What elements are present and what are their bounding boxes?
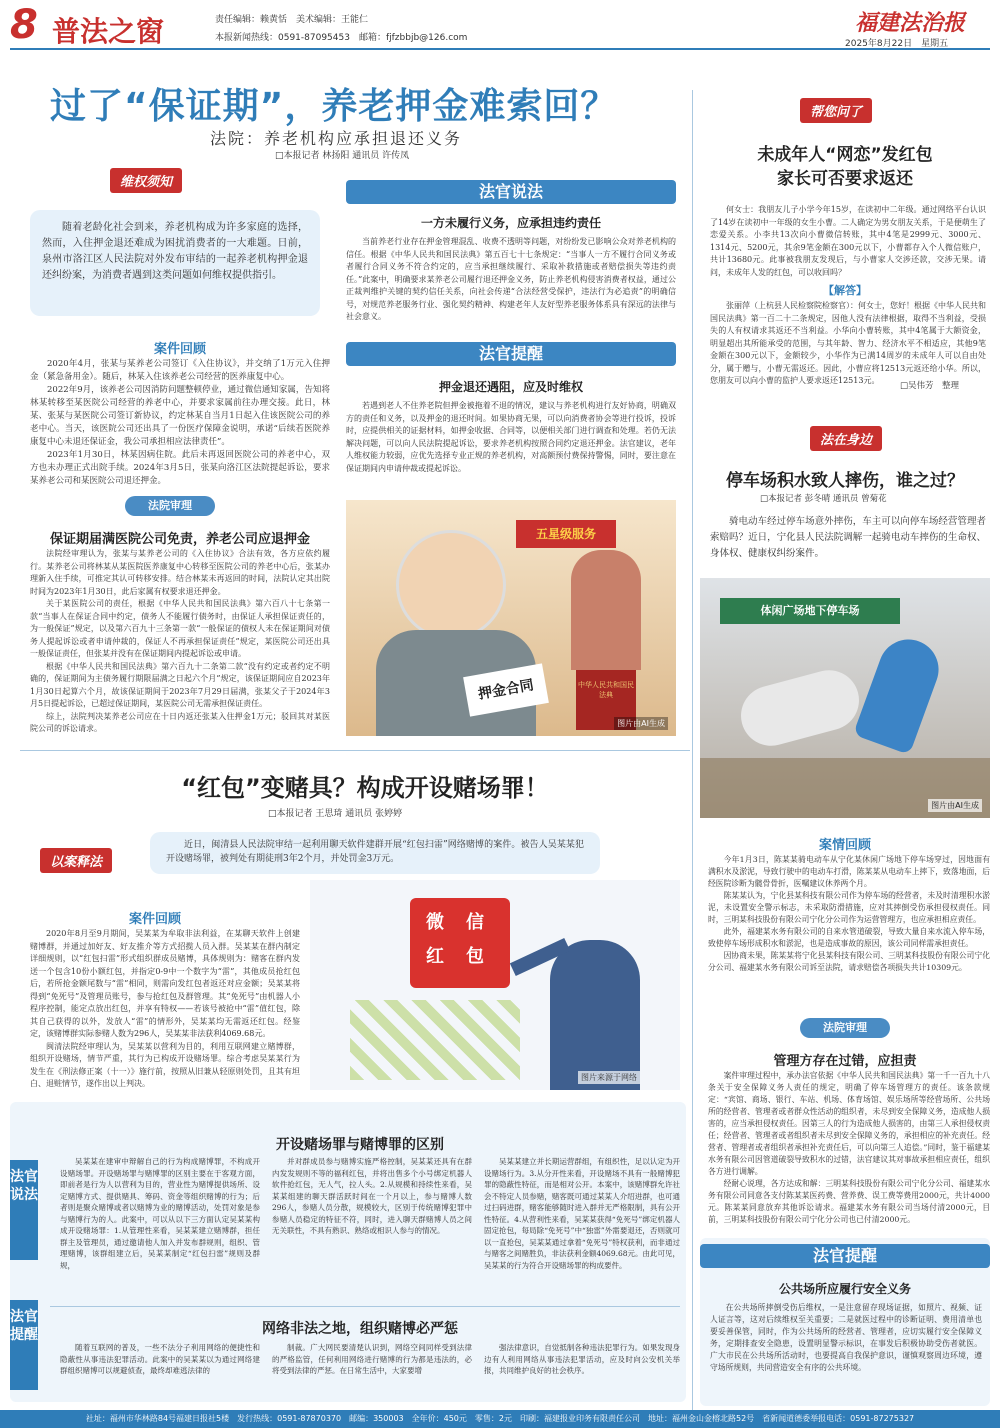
paper-logo: 福建法治报 bbox=[855, 10, 966, 36]
parking-review-title: 管理方存在过错，应担责 bbox=[773, 1054, 917, 1069]
net-col-1 bbox=[60, 1342, 260, 1377]
judge-reminds-text bbox=[346, 400, 676, 475]
envelope-char: 红 bbox=[426, 946, 444, 967]
main-intro: 随着老龄化社会到来，养老机构成为许多家庭的选择，然而，入住押金退还难成为困扰消费者的一大难题。日前，泉州市洛江区人民法院对外发布审结的一起养老机构押金退还纠纷案，为消费者遇到这类问题如何维权提供指引。 bbox=[42, 222, 308, 281]
qa-answer-heading: 【解答】 bbox=[823, 284, 867, 297]
parking-sign: 体闲广场地下停车场 bbox=[720, 598, 900, 624]
net-col-3 bbox=[484, 1342, 680, 1377]
red-envelope bbox=[410, 898, 510, 988]
parking-case-heading: 案情回顾 bbox=[818, 838, 871, 853]
paragraph: 制裁。广大网民要清楚认识到，网络空间同样受到法律的严格监管，任何利用网络进行赌博的行为都是违法的，必将受到法律的严惩。在日常生活中，大家要增 bbox=[272, 1343, 472, 1375]
parking-remind-text bbox=[710, 1302, 982, 1374]
gamble-intro: 近日，闽清县人民法院审结一起利用聊天软件建群开展“红包扫雷”网络赌博的案件。被告人吴某某犯开设赌场罪，被判处有期徒刑3年2个月，并处罚金3万元。 bbox=[166, 840, 584, 864]
paragraph: 案件审理过程中，承办法官依据《中华人民共和国民法典》第一千一百九十八条关于安全保障义务人责任的规定，明确了停车场管理方的责任。该条款规定：“宾馆、商场、银行、车站、机场、体育场馆、娱乐场所等经营场所、公共场所的经营者、管理者或者群众性活动的组织者，未尽到安全保障义务，造成他人损害的，应当承担侵权责任。因第三人的行为造成他人损害的，由第三人承担侵权责任；经营者、管理者或者组织者未尽到安全保障义务的，承担相应的补充责任。经营者、管理者或者组织者承担补充责任后，可以向第三人追偿。”同时，鉴于福建某水务有限公司因管道破裂导致积水的过错，法官建议其对事故承担相应责任，组织各方进行调解。 bbox=[708, 1071, 990, 1176]
case-review-text bbox=[30, 358, 330, 488]
elderly-illustration bbox=[346, 500, 676, 736]
qa-sign: □吴伟芳 整理 bbox=[900, 381, 960, 391]
parking-remind-bar: 法官提醒 bbox=[700, 1244, 990, 1268]
law-col-1 bbox=[60, 1156, 260, 1271]
paragraph: 今年1月3日，陈某某骑电动车从宁化某休闲广场地下停车场穿过，因地面有满积水及淤泥，导致行驶中的电动车打滑，陈某某从电动车上摔下，致落地面，后经医院诊断为髋骨骨折，医嘱建议休养两个月。 bbox=[708, 855, 990, 888]
parking-review-text bbox=[708, 1070, 990, 1226]
net-col-2 bbox=[272, 1342, 472, 1377]
police-figure bbox=[550, 940, 640, 1090]
section-divider bbox=[20, 750, 690, 751]
parking-remind-title: 公共场所应履行安全义务 bbox=[778, 1282, 911, 1296]
judge-says-bar: 法官说法 bbox=[346, 180, 676, 204]
judge-reminds-title: 押金退还遇阻，应及时维权 bbox=[438, 380, 583, 394]
paragraph: 关于某医院公司的责任，根据《中华人民共和国民法典》第六百八十七条第一款“当事人在保证合同中约定，债务人不能履行债务时，由保证人承担保证责任的，为一般保证”规定，以及第六百九十三条第一款“一般保证的债权人未在保证期间对债务人提起诉讼或者申请仲裁的，保证人不再承担保证责任”规定，某医院公司还出具一般保证责任，但张某并没有在保证期间内提起诉讼或申请。 bbox=[30, 599, 330, 658]
law-col-2 bbox=[272, 1156, 472, 1237]
envelope-char: 微 bbox=[426, 912, 444, 933]
law-book: 中华人民共和国民法典 bbox=[576, 670, 636, 730]
image-caption: 图片由AI生成 bbox=[928, 799, 982, 812]
paragraph: 吴某某建立并长期运营群组，有组织性，足以认定为开设赌场行为。3.从分开性来看，开设赌场不具有一般赌博犯罪的隐蔽性特征，而是相对公开。本案中，该赌博群允许社会不特定人员参赌，赌客既可通过某某人介绍进群，也可通过扫码进群，赌客能够随时进入群并无严格限制，具有公开性特征。4.从营利性来看，吴某某获得“免死号”绑定机器人固定抢包，每局除“免死号”中“独雷”外需要退还，否则就可以一直抢包，吴某某通过拿着“免死号”特权获利，而非通过与赌客之间赌胜负，非法获利金额4069.68元。由此可见，吴某某的行为符合开设赌场罪的构成要件。 bbox=[484, 1157, 681, 1270]
red-envelope-illustration bbox=[310, 880, 680, 1090]
qa-title-2: 家长可否要求返还 bbox=[777, 169, 913, 189]
hotline: 本报新闻热线：0591-87095453 邮箱：fjfzbbjb@126.com bbox=[215, 33, 468, 43]
paragraph: 2020年8月至9月期间，吴某某为牟取非法利益，在某聊天软件上创建赌博群，并通过加好友、好友推介等方式招揽人员入群。吴某某在群内制定详细规则，以“红包扫雷”形式组织群成员赌博，具体规则为：赌客在群内发送一个包含10份小额红包，并指定0-9中一个数字为“雷”，其他成员抢红包后，若所抢金额尾数与“雷”相同，则需向发红包者返还对应金额；吴某某将得到“免死号”及管理员账号，参与抢红包及群管理。其“免死号”由机器人小程序控制，能定点放出红包，并享有特权——若该号被抢中“雷”值红包，除其自己获得的以外，发放人“雷”的情形外，吴某某均无需返还红包。经鉴定，该赌博群实际参赌人数为296人，吴某某非法获利4069.68元。 bbox=[30, 929, 300, 1038]
tag-yian: 以案释法 bbox=[40, 848, 112, 873]
envelope-char: 包 bbox=[466, 946, 484, 967]
image-caption: 图片来源于网络 bbox=[578, 1071, 640, 1084]
paragraph: 法院经审理认为，张某与某养老公司的《入住协议》合法有效，各方应依约履行。某养老公司将林某从某医院医养康复中心转移至医院公司的养老中心后，张某办理新入住手续，可推定其认可转移安排。结合林某未再返回的时间，法院认定其出院时间为2023年1月30日，此后家属有权要求退还押金。 bbox=[30, 549, 330, 596]
law-col-3 bbox=[484, 1156, 680, 1271]
court-review-text bbox=[30, 548, 330, 736]
parking-illustration bbox=[700, 578, 990, 818]
parking-intro bbox=[710, 514, 986, 562]
image-caption: 图片由AI生成 bbox=[614, 717, 668, 730]
qa-title-1: 未成年人“网恋”发红包 bbox=[757, 145, 933, 165]
contract-paper: 押金合同 bbox=[463, 663, 549, 716]
main-intro-box bbox=[30, 210, 320, 316]
court-review-pill: 法院审理 bbox=[125, 496, 215, 516]
footer: 社址：福州市华林路84号福建日报社5楼 发行热线：0591-87870370 邮编：350003 全年价：450元 零售：2元 印刷：福建报业印务有限责任公司 地址：福州金山金榕北路52号 省新闻道德委举报电话：0591-87275327 bbox=[0, 1410, 1000, 1428]
judge-says-text bbox=[346, 236, 676, 324]
law-distinction-title: 开设赌场罪与赌博罪的区别 bbox=[276, 1137, 444, 1153]
elder-head bbox=[396, 530, 506, 640]
side-bar-judge-says: 法官说法 bbox=[10, 1160, 38, 1260]
paragraph: 经耐心说理，各方达成和解：三明某科技股份有限公司宁化分公司、福建某水务有限公司同意各支付陈某某医药费、营养费、误工费等费用2000元，共计4000元。陈某某同意放弃其他诉讼请求。福建某水务有限公司当场付清2000元，目前，三明某科技股份有限公司宁化分公司也已付清2000元。 bbox=[708, 1179, 990, 1224]
paragraph: 随着互联网的普及，一些不法分子利用网络的便捷性和隐蔽性从事违法犯罪活动。此案中的吴某某以为通过网络建群组织赌博可以规避侦查，最终却难逃法律的 bbox=[60, 1343, 260, 1375]
paragraph: 2020年4月，张某与某养老公司签订《入住协议》，并交纳了1万元入住押金（紧急备用金）。随后，林某入住该养老公司经营的医养康复中心。 bbox=[30, 359, 330, 382]
scooter bbox=[734, 663, 865, 752]
parking-review-pill: 法院审理 bbox=[800, 1018, 890, 1038]
paragraph: 骑电动车经过停车场意外摔伤，车主可以向停车场经营管理者索赔吗？近日，宁化县人民法院调解一起骑电动车摔伤的生命权、身体权、健康权纠纷案件。 bbox=[710, 516, 986, 559]
gamble-intro-box bbox=[150, 832, 600, 874]
parking-case-text bbox=[708, 854, 990, 974]
paragraph: 吴某某在建审中辩解自己的行为构成赌博罪，不构成开设赌场罪。开设赌场罪与赌博罪的区别主要在于客观方面，即前者是行为人以营利为目的，营业性为赌博提供场所、设定赌博方式、提供赌具、筹码、资金等组织赌博的行为；后者则是聚众赌博或者以赌博为业的赌博活动，处罚对象是参与赌博行为的人。此案中，可以从以下三方面认定吴某某构成开设赌场罪：1.从管理性来看，吴某某建立赌博群，担任群主及管理员，通过邀请他人加入并发布群规则，组织、管理赌博，该群组建立后，吴某某制定“红包扫雷”规则及群规， bbox=[60, 1157, 260, 1270]
tag-bangnin: 帮您问了 bbox=[800, 98, 872, 123]
masthead bbox=[10, 2, 990, 50]
judge-says-title: 一方未履行义务，应承担违约责任 bbox=[420, 216, 601, 230]
paragraph: 陈某某认为，宁化县某科技有限公司作为停车场的经营者，未及时清理积水淤泥，未设置安全警示标志，未采取防滑措施，应对其摔倒受伤承担侵权责任。同时，三明某科技股份有限公司宁化分公司作为运营管理方，也应承担相应责任。 bbox=[708, 891, 990, 924]
qa-answer bbox=[710, 300, 986, 388]
main-byline: □本报记者 林扬阳 通讯员 许传凤 bbox=[275, 151, 410, 161]
main-subheadline: 法院：养老机构应承担退还义务 bbox=[210, 129, 463, 148]
paragraph: 根据《中华人民共和国民法典》第六百九十二条第二款“没有约定或者约定不明确的，保证期间为主债务履行期限届满之日起六个月”规定，该保证期间应自2023年1月30日起算六个月，故该保证期间于2023年7月29日届满，张某父子于2024年3月5日提起诉讼，已超过保证期间，某医院公司无需承担保证责任。 bbox=[30, 661, 330, 708]
paragraph: 张丽萍（上杭县人民检察院检察官）：何女士，您好！根据《中华人民共和国民法典》第一百二十二条规定，因他人没有法律根据，取得不当利益，受损失的人有权请求其返还不当利益。小华向小曹转账，其中4笔属于大额资金，明显超出其所能承受的范围，与其年龄、智力、经济水平不相适应，其他9笔金额在300元以下，金额较少，小华作为已满14周岁的未成年人可以自由处分，属于赠与，小曹无需返还。因此，小曹应将12513元返还给小华。所以，您朋友可以向小曹的监护人要求返还12513元。 bbox=[710, 301, 986, 385]
falling-rider bbox=[853, 631, 947, 755]
paragraph: 此外，福建某水务有限公司的自来水管道破裂，导致大量自来水流入停车场，致使停车场形成积水和淤泥，也是造成事故的原因，该公司同样需承担责任。 bbox=[708, 927, 990, 948]
gamble-byline: □本报记者 王思琦 通讯员 张婷婷 bbox=[268, 809, 403, 819]
side-bar-judge-reminds: 法官提醒 bbox=[10, 1300, 38, 1390]
judge-reminds-bar: 法官提醒 bbox=[346, 342, 676, 366]
tag-fazai: 法在身边 bbox=[810, 426, 882, 451]
net-gambling-title: 网络非法之地，组织赌博必严惩 bbox=[262, 1321, 458, 1337]
court-review-title: 保证期届满医院公司免责，养老公司应退押金 bbox=[49, 532, 310, 547]
paragraph: 综上，法院判决某养老公司应在十日内返还张某入住押金1万元；驳回其对某医院公司的诉讼请求。 bbox=[30, 711, 330, 733]
paragraph: 强法律意识，自觉抵制各种违法犯罪行为。如果发现身边有人利用网络从事违法犯罪活动，应及时向公安机关举报，共同维护良好的社会秩序。 bbox=[484, 1343, 680, 1375]
envelope-char: 信 bbox=[466, 912, 484, 933]
tag-weiquan: 维权须知 bbox=[110, 168, 182, 193]
paragraph: 2023年1月30日，林某因病住院。此后未再返回医院公司的养老中心，双方也未办理正式出院手续。2024年3月5日，张某向洛江区法院提起诉讼，要求某养老公司和某医院公司退还押金。 bbox=[30, 450, 330, 486]
issue-date: 2025年8月22日 星期五 bbox=[845, 39, 949, 49]
judge-box-divider bbox=[50, 1306, 680, 1307]
paragraph: 若遇到老人不住养老院但押金被拖着不退的情况，建议与养老机构进行友好协商，明确双方的责任和义务，以及押金的退还时间。如果协商无果，可以向消费者协会等进行投诉，投诉时，应提供相关的证据材料，如押金收据、合同等，以便相关部门进行调查和处理。若仍无法解决问题，可以向人民法院提起诉讼，要求养老机构按照合同约定退还押金。法官建议，老年人维权能力较弱，应优先选择专业正规的养老机构，对高额预付费保持警惕，同时，要注意在保证期间内申请仲裁或提起诉讼。 bbox=[346, 401, 676, 473]
page-number: 8 bbox=[10, 2, 38, 48]
falling-money bbox=[350, 1000, 520, 1080]
gamble-case-heading: 案件回顾 bbox=[128, 912, 181, 927]
parking-headline: 停车场积水致人摔伤，谁之过？ bbox=[726, 471, 964, 491]
editors: 责任编辑：赖黄恬 美术编辑：王能仁 bbox=[215, 15, 369, 25]
main-headline: 过了“保证期”，养老押金难索回？ bbox=[50, 86, 618, 127]
section-title: 普法之窗 bbox=[52, 15, 165, 48]
banner-sign: 五星级服务 bbox=[516, 520, 616, 548]
parking-byline: □本报记者 彭冬晴 通讯员 曾菊花 bbox=[760, 494, 887, 504]
paragraph: 在公共场所摔倒受伤后维权，一是注意留存现场证据，如照片、视频、证人证言等，这对后续维权至关重要；二是就医过程中的诊断证明、费用清单也要妥善保管，同时，作为公共场所的经营者、管理者，应切实履行安全保障义务，定期排查安全隐患，设置明显警示标识，在事发后积极协助受伤者就医。广大市民在公共场所活动时，也要提高自我保护意识，谨慎观察周边环境，遵守场所规则，共同营造安全有序的公共环境。 bbox=[710, 1303, 982, 1372]
gamble-headline: “红包”变赌具？构成开设赌场罪！ bbox=[181, 774, 549, 802]
staff-figure bbox=[571, 550, 641, 670]
paragraph: 因协商未果，陈某某将宁化县某科技有限公司、三明某科技股份有限公司宁化分公司、福建某水务有限公司诉至法院，请求赔偿各项损失共计10309元。 bbox=[708, 951, 990, 972]
paragraph: 2022年9月，该养老公司因消防问题整顿停业，通过微信通知家属，告知将林某转移至某医院公司经营的养老中心，并要求家属前往办理交接。此日，林某、张某与某医院公司签订新协议，约定林某自当月1日起入住该医院公司的养老中心。当天，该医院公司还出具了一份医疗保障金说明，承诺“后续若医院养康复中心未退还保证金，我公司承担相应法律责任”。 bbox=[30, 385, 330, 447]
paragraph: 何女士：我朋友儿子小学今年15岁，在读初中二年级。通过网络平台认识了14岁在读初中一年级的女生小曹。二人确定为男女朋友关系，于是便萌生了恋爱关系。小李共13次向小曹微信转账，其中4笔是2999元、3000元、1314元、5200元，其余9笔金额在300元以下，小曹都存入个人微信账户，共计13680元。此事被我朋友发现后，与小曹家人交涉还款，交涉无果。请问，未成年人发的红包，可以收回吗？ bbox=[710, 205, 986, 277]
gamble-case-text bbox=[30, 928, 300, 1091]
paragraph: 闽清法院经审理认为，吴某某以营利为目的，利用互联网建立赌博群，组织开设赌场，情节严重，其行为已构成开设赌场罪。综合考虑吴某某行为发生在《刑法修正案（十一）》施行前，按照从旧兼从轻原则处罚，且其有坦白、退赃情节，遂作出以上判决。 bbox=[30, 1041, 300, 1088]
paragraph: 并对群成员参与赌博实施严格控制，吴某某还具有在群内发发规则不等的福利红包，并将出售多个小号绑定机器人软件抢红包，无人气，拉人头。2.从规模和持续性来看，吴某某组建的聊天群活跃时间在一个月以上，参与赌博人数296人，参赌人员分散，规模较大，区别于传统赌博犯罪中参赌人员稳定的特征不符，同时，进入聊天群赌博人员之间无关联性，不具有熟识、熟络或相识人参与的情况。 bbox=[272, 1157, 472, 1235]
paragraph: 当前养老行业存在押金管理混乱、收费不透明等问题，对纷纷发已影响公众对养老机构的信任。根据《中华人民共和国民法典》第五百七十七条规定：“当事人一方不履行合同义务或者履行合同义务不符合约定的，应当承担继续履行、采取补救措施或者赔偿损失等违约责任。”此案中，明确要求某养老公司履行退还押金义务，防止养老机构侵害消费者权益，通过公正裁判维护关键的契约信任关系，向社会传递“合法经营受保护，违法行为必追责”的明确信号，对规范养老服务行业、强化契约精神、构建老年人友好型养老服务体系具有深远的法律与社会意义。 bbox=[346, 237, 676, 321]
qa-question bbox=[710, 204, 986, 279]
case-review-heading: 案件回顾 bbox=[153, 342, 206, 357]
column-divider bbox=[692, 90, 693, 1410]
